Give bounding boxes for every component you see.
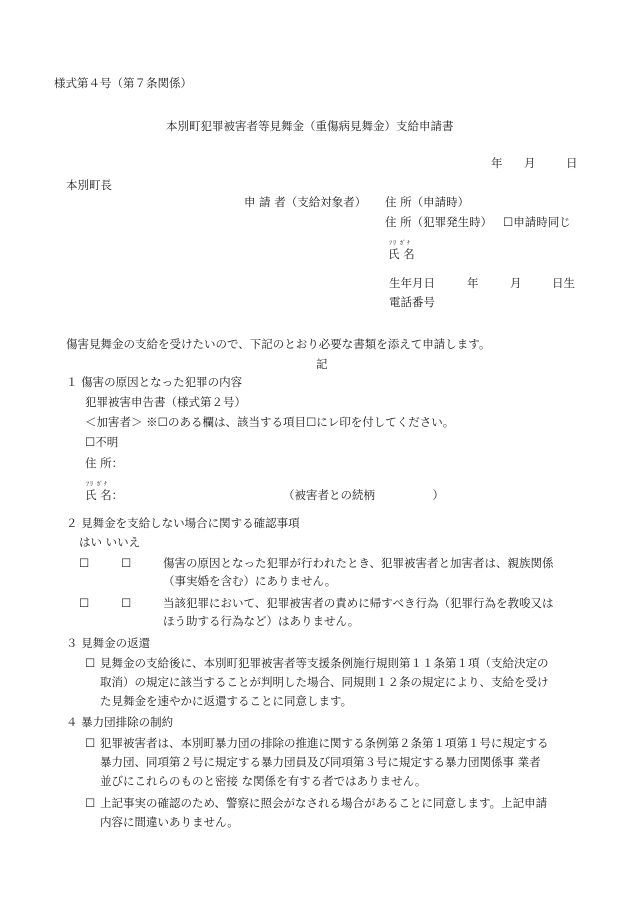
date-month-label: 月 bbox=[524, 156, 536, 170]
confirm2-yes-checkbox[interactable]: ☐ bbox=[79, 596, 90, 610]
assailant-note: ＜加害者＞ ※☐のある欄は、該当する項目☐にレ印を付してください。 bbox=[85, 415, 455, 429]
intro-text: 傷害見舞金の支給を受けたいので、下記のとおり必要な書類を添えて申請します。 bbox=[66, 337, 491, 351]
refund-text-line3: た見舞金を速やかに返還することに同意します。 bbox=[100, 694, 353, 708]
gang-exclusion-checkbox[interactable]: ☐ bbox=[85, 736, 96, 750]
section1-heading: １ 傷害の原因となった犯罪の内容 bbox=[66, 375, 243, 389]
gang-text-line2: 暴力団、同項第２号に規定する暴力団員及び同項第３号に規定する暴力団関係事 業者 bbox=[100, 755, 541, 769]
gang-text-line3: 並びにこれらのものと密接 な関係を有する者ではありません。 bbox=[100, 774, 427, 788]
applicant-name-label: 氏 名 bbox=[388, 247, 415, 261]
section3-heading: ３ 見舞金の返還 bbox=[66, 636, 151, 650]
unknown-checkbox[interactable]: ☐不明 bbox=[85, 435, 119, 449]
addressee: 本別町長 bbox=[66, 178, 112, 192]
applicant-name-ruby: ﾌﾘ ｶﾞﾅ bbox=[389, 240, 411, 247]
page-title: 本別町犯罪被害者等見舞金（重傷病見舞金）支給申請書 bbox=[166, 119, 454, 133]
applicant-label: 申 請 者（支給対象者） bbox=[244, 195, 367, 209]
police-text-line2: 内容に間違いありません。 bbox=[100, 815, 239, 829]
section2-heading: ２ 見舞金を支給しない場合に関する確認事項 bbox=[66, 516, 300, 530]
confirm1-no-checkbox[interactable]: ☐ bbox=[121, 556, 132, 570]
gang-text-line1: 犯罪被害者は、本別町暴力団の排除の推進に関する条例第２条第１項第１号に規定する bbox=[100, 736, 549, 750]
assailant-address-label: 住 所： bbox=[85, 456, 124, 470]
refund-consent-checkbox[interactable]: ☐ bbox=[85, 656, 96, 670]
dob-year-label: 年 bbox=[467, 276, 479, 290]
confirm1-text-line1: 傷害の原因となった犯罪が行われたとき、犯罪被害者と加害者は、親族関係 bbox=[163, 556, 554, 570]
address-current-label: 住 所（申請時） bbox=[385, 195, 470, 209]
address-crime-label: 住 所（犯罪発生時） bbox=[385, 215, 493, 229]
relation-label: （被害者との続柄 ） bbox=[283, 488, 444, 502]
police-text-line1: 上記事実の確認のため、警察に照会がなされる場合があることに同意します。上記申請 bbox=[100, 796, 548, 810]
police-inquiry-checkbox[interactable]: ☐ bbox=[85, 796, 96, 810]
yes-no-columns: はい いいえ bbox=[79, 535, 141, 549]
confirm2-no-checkbox[interactable]: ☐ bbox=[121, 596, 132, 610]
phone-label: 電話番号 bbox=[389, 295, 435, 309]
assailant-name-ruby: ﾌﾘ ｶﾞﾅ bbox=[86, 481, 108, 488]
confirm2-text-line2: ほう助する行為など）はありません。 bbox=[163, 614, 360, 628]
refund-text-line2: 取消）の規定に該当することが判明した場合、同規則１２条の規定により、支給を受け bbox=[100, 675, 549, 689]
form-number: 様式第４号（第７条関係） bbox=[54, 76, 192, 90]
refund-text-line1: 見舞金の支給後に、本別町犯罪被害者等支援条例施行規則第１１条第１項（支給決定の bbox=[100, 656, 549, 670]
confirm1-text-line2: （事実婚を含む）にありません。 bbox=[163, 574, 337, 588]
confirm1-yes-checkbox[interactable]: ☐ bbox=[79, 556, 90, 570]
dob-month-label: 月 bbox=[510, 276, 522, 290]
date-year-label: 年 bbox=[491, 156, 503, 170]
dob-label: 生年月日 bbox=[389, 276, 435, 290]
ki-heading: 記 bbox=[316, 357, 328, 371]
assailant-name-label: 氏 名： bbox=[85, 488, 124, 502]
confirm2-text-line1: 当該犯罪において、犯罪被害者の責めに帰すべき行為（犯罪行為を教唆又は bbox=[163, 596, 554, 610]
section4-heading: ４ 暴力団排除の制約 bbox=[66, 715, 174, 729]
same-as-current-checkbox[interactable]: ☐申請時同じ bbox=[503, 215, 571, 229]
dob-day-label: 日生 bbox=[552, 276, 575, 290]
section1-report: 犯罪被害申告書（様式第２号） bbox=[85, 395, 246, 409]
date-day-label: 日 bbox=[566, 156, 578, 170]
